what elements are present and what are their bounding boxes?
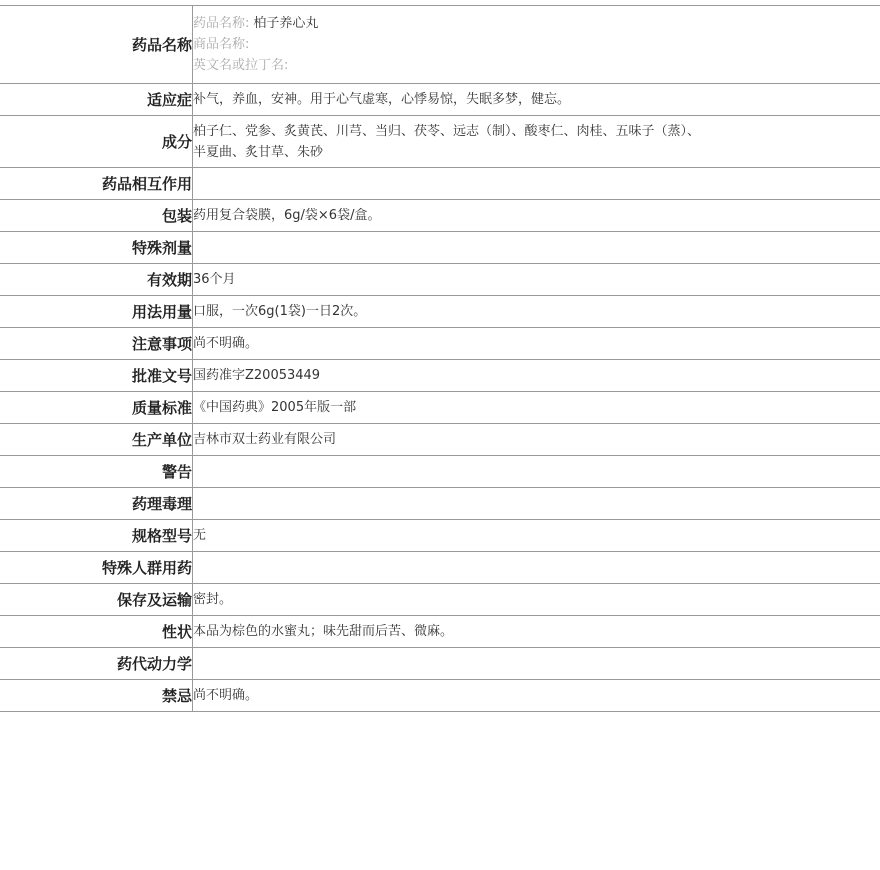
- field-value: [193, 648, 880, 680]
- field-label: 成分: [0, 116, 193, 168]
- field-value: [193, 116, 880, 168]
- field-label: 警告: [0, 456, 193, 488]
- field-label: 药代动力学: [0, 648, 193, 680]
- field-value-line: 吉林市双士药业有限公司: [193, 432, 337, 447]
- field-value: [193, 168, 880, 200]
- field-value: [193, 616, 880, 648]
- table-row: [0, 552, 880, 584]
- field-value: [193, 552, 880, 584]
- field-value-line: 36个月: [193, 272, 236, 287]
- field-value-line: 本品为棕色的水蜜丸；味先甜而后苦、微麻。: [193, 624, 454, 639]
- field-value: [193, 232, 880, 264]
- table-row: [0, 232, 880, 264]
- field-value-line: 口服，一次6g(1袋)一日2次。: [193, 304, 367, 319]
- field-label: 药理毒理: [0, 488, 193, 520]
- field-label: 特殊人群用药: [0, 552, 193, 584]
- field-value: [193, 424, 880, 456]
- drug-name-cell: [193, 6, 880, 84]
- field-value: [193, 360, 880, 392]
- table-row: [0, 488, 880, 520]
- table-row: [0, 456, 880, 488]
- field-label: 生产单位: [0, 424, 193, 456]
- table-row: [0, 200, 880, 232]
- table-row: [0, 360, 880, 392]
- field-value: [193, 456, 880, 488]
- field-label: 特殊剂量: [0, 232, 193, 264]
- field-label: 药品相互作用: [0, 168, 193, 200]
- generic-name-line: [193, 13, 880, 34]
- drug-info-table: [0, 5, 880, 712]
- table-row: [0, 296, 880, 328]
- field-label: 用法用量: [0, 296, 193, 328]
- field-label: 有效期: [0, 264, 193, 296]
- field-value: [193, 328, 880, 360]
- field-label: 适应症: [0, 84, 193, 116]
- drug-name-label: 药品名称: [0, 6, 193, 84]
- field-value-line: 国药准字Z20053449: [193, 368, 321, 383]
- table-row: [0, 616, 880, 648]
- field-value: [193, 264, 880, 296]
- field-value: [193, 200, 880, 232]
- table-row: [0, 392, 880, 424]
- trade-name-label: 商品名称:: [193, 37, 250, 52]
- drug-name-row: [0, 6, 880, 84]
- field-label: 性状: [0, 616, 193, 648]
- field-value-line: 密封。: [193, 592, 233, 607]
- field-value-line: 补气，养血，安神。用于心气虚寒，心悸易惊，失眠多梦，健忘。: [193, 92, 571, 107]
- generic-name-label: 药品名称:: [193, 16, 250, 31]
- table-row: [0, 328, 880, 360]
- field-value-line: 药用复合袋膜，6g/袋×6袋/盒。: [193, 208, 381, 223]
- field-label: 包装: [0, 200, 193, 232]
- field-value: [193, 584, 880, 616]
- field-value-line: 《中国药典》2005年版一部: [193, 400, 357, 415]
- table-row: [0, 116, 880, 168]
- field-value-line: 尚不明确。: [193, 688, 259, 703]
- field-label: 规格型号: [0, 520, 193, 552]
- field-value: [193, 84, 880, 116]
- field-value: [193, 296, 880, 328]
- table-row: [0, 264, 880, 296]
- table-row: [0, 648, 880, 680]
- field-value: [193, 680, 880, 712]
- field-value: [193, 520, 880, 552]
- field-value-line: 柏子仁、党参、炙黄芪、川芎、当归、茯苓、远志（制）、酸枣仁、肉桂、五味子（蒸）、: [193, 123, 701, 139]
- table-row: [0, 424, 880, 456]
- field-label: 批准文号: [0, 360, 193, 392]
- table-row: [0, 168, 880, 200]
- field-label: 注意事项: [0, 328, 193, 360]
- field-label: 质量标准: [0, 392, 193, 424]
- latin-name-line: [193, 55, 880, 76]
- field-value: [193, 392, 880, 424]
- generic-name-value: 柏子养心丸: [253, 16, 319, 31]
- table-row: [0, 584, 880, 616]
- field-label: 保存及运输: [0, 584, 193, 616]
- trade-name-line: [193, 34, 880, 55]
- field-label: 禁忌: [0, 680, 193, 712]
- table-row: [0, 680, 880, 712]
- field-value: [193, 488, 880, 520]
- table-row: [0, 84, 880, 116]
- field-value-line: 半夏曲、炙甘草、朱砂: [193, 144, 324, 160]
- field-value-line: 尚不明确。: [193, 336, 259, 351]
- latin-name-label: 英文名或拉丁名:: [193, 58, 289, 73]
- field-value-line: 无: [193, 528, 207, 543]
- table-row: [0, 520, 880, 552]
